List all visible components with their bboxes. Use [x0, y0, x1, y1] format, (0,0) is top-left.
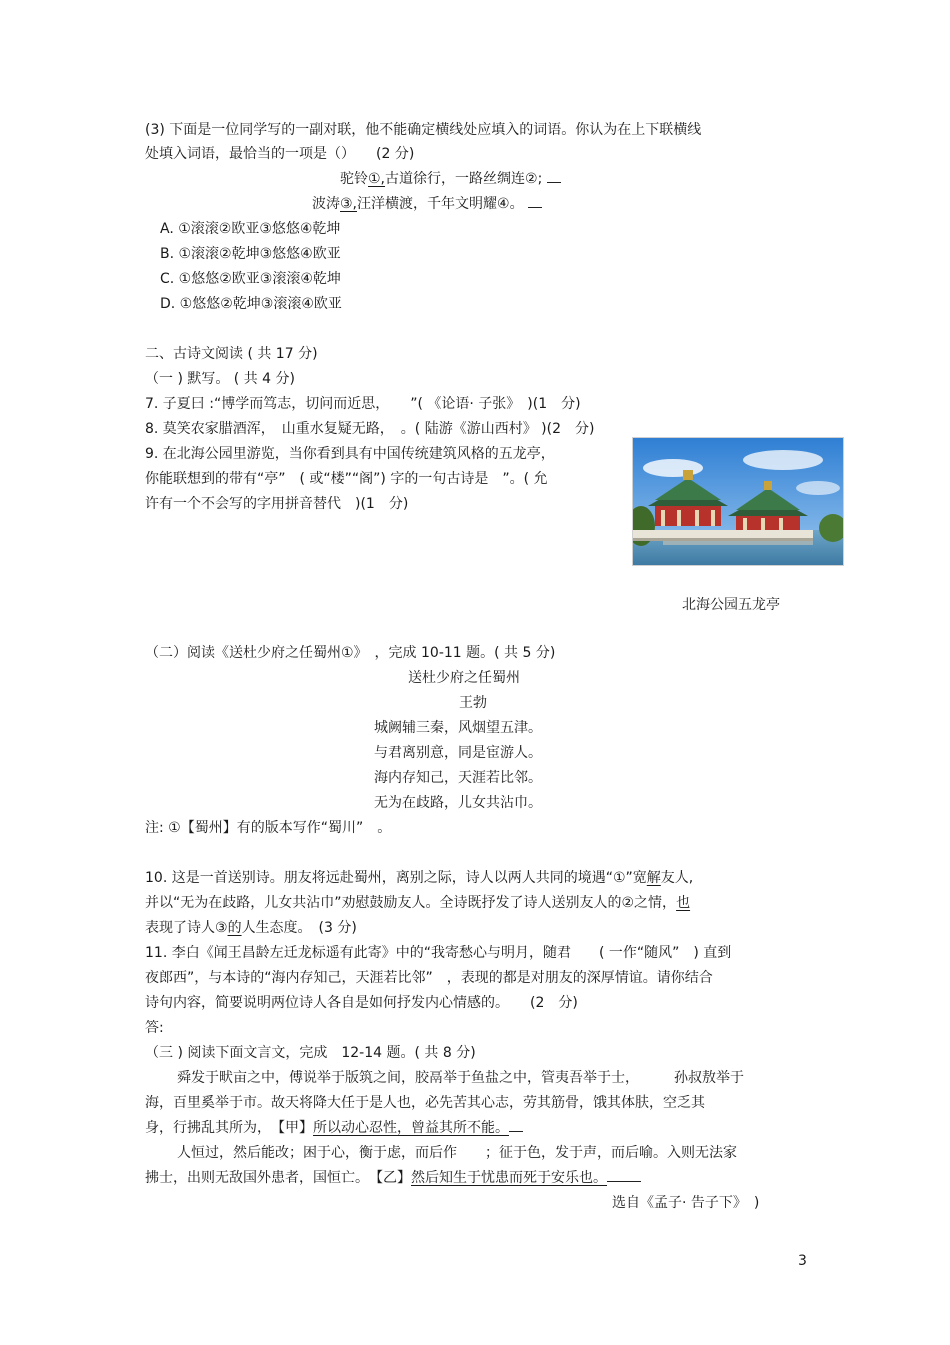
poem-author: 王勃: [459, 695, 487, 711]
question-11-line1: 11. 李白《闻王昌龄左迁龙标遥有此寄》中的“我寄愁心与明月，随君 ( 一作“随风” ) 直到: [145, 945, 732, 961]
question-8: 8. 莫笑农家腊酒浑， 山重水复疑无路， 。( 陆游《游山西村》 )(2 分): [145, 421, 595, 437]
classical-text: 身，行拂乱其所为， 【甲】: [145, 1120, 313, 1136]
q10-text: 表现了诗人③: [145, 920, 228, 936]
photo-caption: 北海公园五龙亭: [682, 597, 780, 613]
q10-text: 人生态度。 (3 分): [241, 920, 357, 936]
couplet-lower-fill-line[interactable]: [528, 195, 542, 208]
q10-text: 并以“无为在歧路，儿女共沾巾”劝慰鼓励友人。全诗既抒发了诗人送别友人的②之情，: [145, 895, 677, 911]
couplet-lower-blank: ③,: [340, 196, 358, 212]
poem-note: 注: ①【蜀州】有的版本写作“蜀川” 。: [145, 820, 392, 836]
q10-text: 友人,: [660, 870, 694, 886]
poem-title: 送杜少府之任蜀州: [408, 670, 520, 686]
poem-line: 无为在歧路，儿女共沾巾。: [374, 795, 542, 811]
pavilion-photo: [632, 437, 844, 566]
couplet-upper-a: 驼铃: [340, 171, 368, 187]
q10-underlined: 解: [646, 870, 661, 886]
classical-text-line: 人恒过，然后能改；困于心，衡于虑，而后作 ；征于色，发于声，而后喻。入则无法家: [177, 1145, 737, 1161]
poem-line: 海内存知己，天涯若比邻。: [374, 770, 542, 786]
page-number: 3: [798, 1253, 807, 1269]
couplet-lower: [312, 195, 542, 213]
q10-underlined: 的: [227, 920, 242, 936]
classical-text-line: 海，百里奚举于市。故天将降大任于是人也，必先苦其心志，劳其筋骨，饿其体肤，空乏其: [145, 1095, 705, 1111]
subsection-2-title: （二）阅读《送杜少府之任蜀州①》 ，完成 10-11 题。( 共 5 分): [145, 645, 556, 661]
couplet-upper-blank: ①,: [368, 171, 386, 187]
poem-line: 城阙辅三秦，风烟望五津。: [374, 720, 542, 736]
couplet-upper-c: 古道徐行，一路丝绸连②;: [385, 171, 543, 187]
question-10-line2: [145, 894, 690, 912]
question-11-line3: 诗句内容，简要说明两位诗人各自是如何抒发内心情感的。 (2 分): [145, 995, 578, 1011]
underline-extension: [509, 1119, 523, 1132]
question-9-line2: 你能联想到的带有“亭” ( 或“楼”“阁”) 字的一句古诗是 ”。( 允: [145, 471, 548, 487]
option-b[interactable]: B. ①滚滚②乾坤③悠悠④欧亚: [160, 246, 341, 262]
option-d[interactable]: D. ①悠悠②乾坤③滚滚④欧亚: [160, 296, 342, 312]
couplet-upper-fill-line[interactable]: [547, 170, 561, 183]
question-7: 7. 子夏曰 :“博学而笃志，切问而近思， ”( 《论语· 子张》 )(1 分): [145, 396, 581, 412]
option-c[interactable]: C. ①悠悠②欧亚③滚滚④乾坤: [160, 271, 341, 287]
poem-line: 与君离别意，同是宦游人。: [374, 745, 542, 761]
classical-text: 拂士，出则无敌国外患者，国恒亡。 【乙】: [145, 1170, 411, 1186]
question-10-line1: [145, 869, 693, 887]
q10-text: 10. 这是一首送别诗。朋友将远赴蜀州，离别之际，诗人以两人共同的境遇“①”宽: [145, 870, 647, 886]
source-citation: 选自《孟子· 告子下》 ): [612, 1195, 760, 1211]
q10-underlined: 也: [676, 895, 691, 911]
couplet-lower-c: 汪洋横渡，千年文明耀④。: [357, 196, 524, 212]
question-11-line2: 夜郎西”，与本诗的“海内存知己，天涯若比邻” ，表现的都是对朋友的深厚情谊。请你结合: [145, 970, 713, 986]
question-9-line1: 9. 在北海公园里游览，当你看到具有中国传统建筑风格的五龙亭，: [145, 446, 555, 462]
question-10-line3: [145, 919, 357, 937]
sentence-yi-underlined: 然后知生于忧患而死于安乐也。: [411, 1170, 607, 1186]
q3-line1: (3) 下面是一位同学写的一副对联，他不能确定横线处应填入的词语。你认为在上下联横线: [145, 122, 702, 138]
section-title: 二、古诗文阅读 ( 共 17 分): [145, 346, 318, 362]
q3-line2: 处填入词语，最恰当的一项是（） (2 分): [145, 146, 415, 162]
option-a[interactable]: A. ①滚滚②欧亚③悠悠④乾坤: [160, 221, 341, 237]
sentence-jia-underlined: 所以动心忍性，曾益其所不能。: [313, 1120, 509, 1136]
subsection-3-title: （三 ) 阅读下面文言文，完成 12-14 题。( 共 8 分): [145, 1045, 476, 1061]
answer-label: 答:: [145, 1020, 164, 1036]
classical-text-line: [145, 1169, 641, 1187]
classical-text-line: 舜发于畎亩之中，傅说举于版筑之间，胶鬲举于鱼盐之中，管夷吾举于士， 孙叔敖举于: [177, 1070, 744, 1086]
classical-text-line: [145, 1119, 523, 1137]
question-9-line3: 许有一个不会写的字用拼音替代 )(1 分): [145, 496, 409, 512]
underline-extension: [607, 1169, 641, 1182]
subsection-1-title: （一 ) 默写。 ( 共 4 分): [145, 371, 295, 387]
couplet-upper: [340, 170, 561, 188]
couplet-lower-a: 波涛: [312, 196, 340, 212]
